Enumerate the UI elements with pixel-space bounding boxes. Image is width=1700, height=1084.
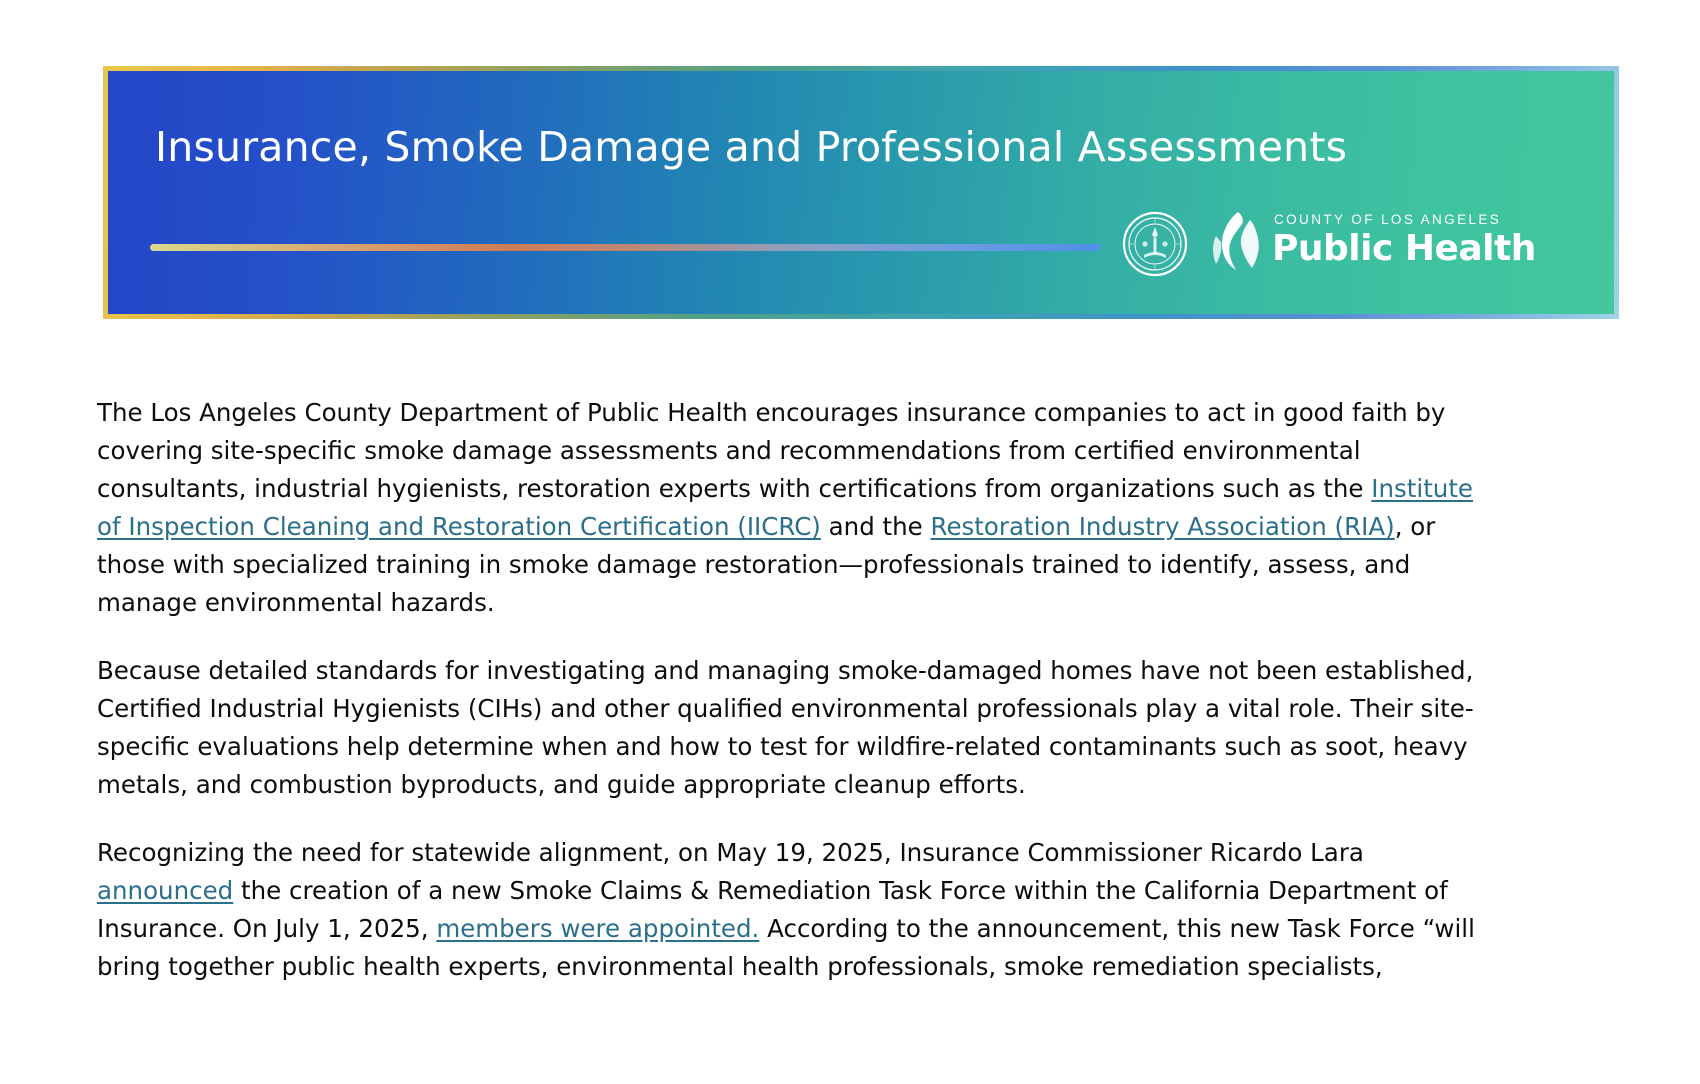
header-banner — [103, 66, 1619, 319]
logo-county-text: COUNTY OF LOS ANGELES — [1274, 212, 1502, 227]
public-health-logo — [1208, 206, 1538, 278]
page-title: Insurance, Smoke Damage and Professional Assessments — [155, 123, 1348, 171]
paragraph-text: Because detailed standards for investigating and managing smoke-damaged homes have not been established, Certified Industrial Hygienists (CIHs) and other qualified environmental professionals play a vital role. Their site-specific evaluations help determine when and how to test for wildfire-related contaminants such as soot, heavy metals, and combustion byproducts, and guide appropriate cleanup efforts. — [97, 656, 1474, 799]
logo-name-text: Public Health — [1272, 228, 1536, 269]
public-health-figure-icon — [1208, 210, 1264, 272]
document-link[interactable]: Restoration Industry Association (RIA) — [930, 512, 1395, 541]
paragraph-text: The Los Angeles County Department of Public Health encourages insurance companies to act in good faith by covering site-specific smoke damage assessments and recommendations from certified environmental consultants, industrial hygienists, restoration experts with certifications from organizations such as the — [97, 398, 1446, 503]
document-link[interactable]: announced — [97, 876, 234, 905]
document-link[interactable]: members were appointed. — [436, 914, 760, 943]
la-county-seal-icon — [1122, 211, 1188, 277]
paragraph-text: Recognizing the need for statewide alignment, on May 19, 2025, Insurance Commissioner Ricardo Lara — [97, 838, 1364, 867]
paragraph-text: the creation of a new Smoke Claims & Remediation Task Force within the California Department of Insurance. On July 1, 2025, — [97, 876, 1448, 943]
paragraph — [97, 394, 1502, 622]
paragraph-text: , or those with specialized training in smoke damage restoration—professionals trained to identify, assess, and manage environmental hazards. — [97, 512, 1436, 617]
banner-divider-line — [150, 244, 1100, 251]
document-link[interactable]: Institute of Inspection Cleaning and Restoration Certification (IICRC) — [97, 474, 1474, 541]
paragraph — [97, 652, 1502, 804]
banner-inner — [108, 71, 1614, 314]
paragraph-text: According to the announcement, this new Task Force “will bring together public health experts, environmental health professionals, smoke remediation specialists, — [97, 914, 1475, 981]
document-body — [97, 394, 1502, 986]
paragraph — [97, 834, 1502, 986]
paragraph-text: and the — [820, 512, 931, 541]
